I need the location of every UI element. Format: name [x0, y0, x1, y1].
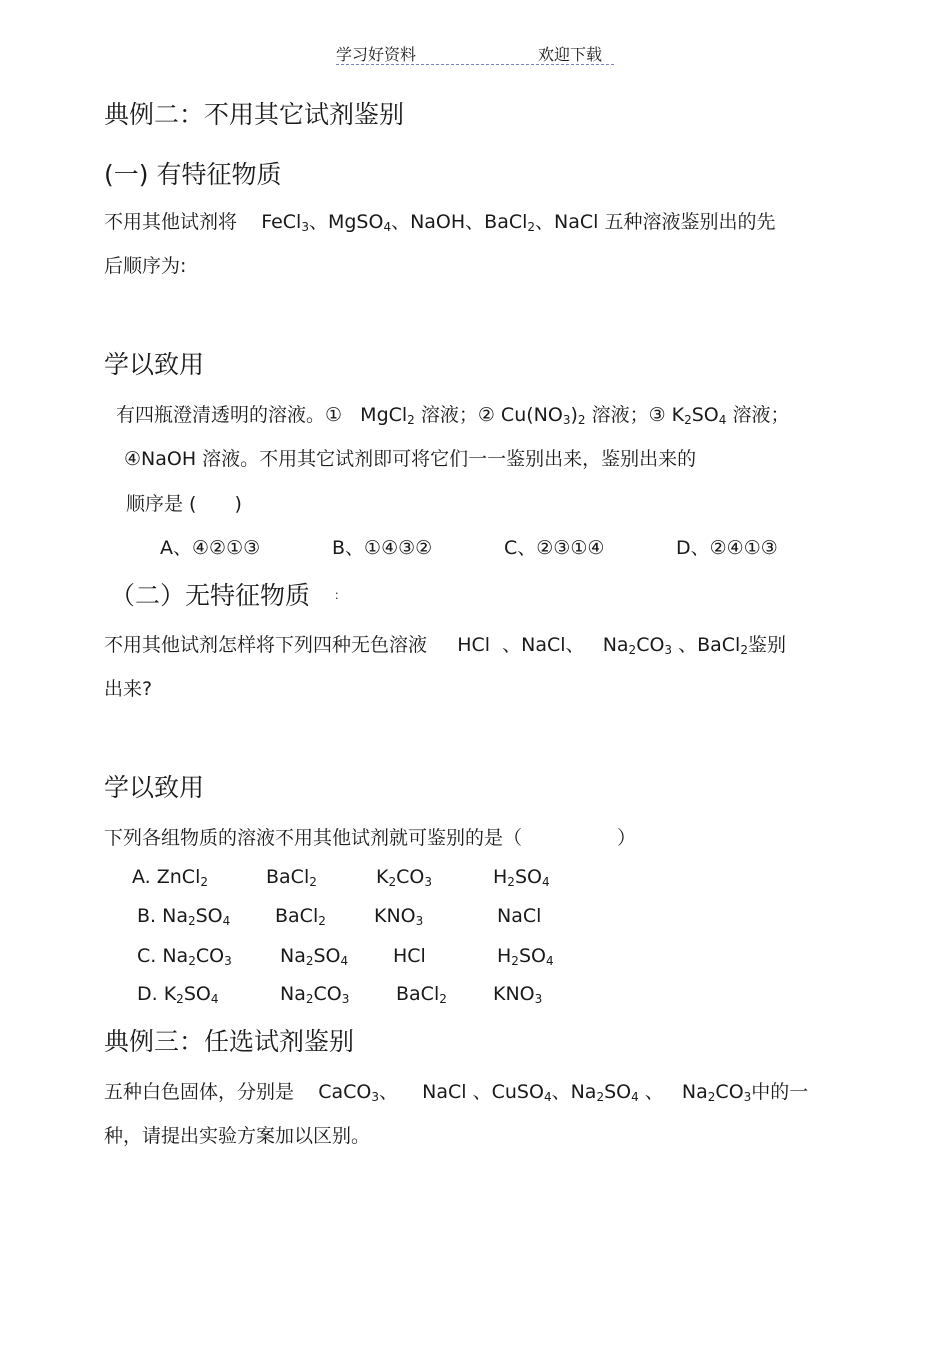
- question-one-line-2: ④NaOH 溶液。不用其它试剂即可将它们一一鉴别出来，鉴别出来的: [124, 448, 697, 470]
- header-right: 欢迎下载: [538, 45, 603, 64]
- apply-heading-1: 学以致用: [104, 350, 205, 379]
- paragraph-two-line-2: 出来?: [104, 678, 153, 700]
- paragraph-three-line-1: 五种白色固体，分别是 CaCO$_3$、 NaCl 、CuSO$_4$、$Na_2SO_4$ 、 $Na_2CO_3$中的一: [104, 1081, 809, 1104]
- paragraph-one-line-1: 不用其他试剂将 FeCl$_3$、MgSO$_4$、NaOH、BaCl$_2$、NaCl 五种溶液鉴别出的先: [104, 211, 776, 234]
- paragraph-one-line-2: 后顺序为:: [104, 255, 187, 277]
- paragraph-two-line-1: 不用其他试剂怎样将下列四种无色溶液 HCl 、NaCl、 $Na_2CO_3$ 、BaCl$_2$鉴别: [104, 634, 786, 657]
- choice-row-a: A. ZnCl$_2$ BaCl$_2$ $K_2CO_3$ $H_2SO_4$: [132, 866, 550, 889]
- section-one-heading: (一) 有特征物质: [104, 160, 282, 189]
- apply-heading-2: 学以致用: [104, 773, 205, 802]
- question-one-line-1: 有四瓶澄清透明的溶液。① MgCl$_2$ 溶液；② $Cu(NO_3)_2$ 溶液；③ $K_2SO_4$ 溶液；: [116, 404, 790, 427]
- paragraph-three-line-2: 种，请提出实验方案加以区别。: [104, 1125, 371, 1147]
- example-two-title: 典例二：不用其它试剂鉴别: [104, 100, 405, 129]
- option-d: D、②④①③: [676, 537, 778, 559]
- option-b: B、①④③②: [332, 537, 433, 559]
- section-two-heading: （二）无特征物质: [110, 581, 311, 610]
- header-left: 学习好资料: [336, 45, 417, 64]
- choice-row-b: B. $Na_2SO_4$ BaCl$_2$ $KNO_3$ NaCl: [137, 905, 542, 928]
- question-two: 下列各组物质的溶液不用其他试剂就可鉴别的是（ ）: [104, 827, 637, 849]
- question-one-line-3: 顺序是 ( ): [126, 493, 242, 515]
- example-three-title: 典例三：任选试剂鉴别: [104, 1027, 355, 1056]
- choice-row-c: C. $Na_2CO_3$ $Na_2SO_4$ HCl $H_2SO_4$: [137, 945, 554, 968]
- header-dashed-line: [336, 64, 614, 65]
- section-two-mark: ：: [334, 588, 347, 602]
- choice-row-d: D. $K_2SO_4$ $Na_2CO_3$ BaCl$_2$ $KNO_3$: [137, 983, 543, 1006]
- option-a: A、④②①③: [160, 537, 261, 559]
- option-c: C、②③①④: [504, 537, 605, 559]
